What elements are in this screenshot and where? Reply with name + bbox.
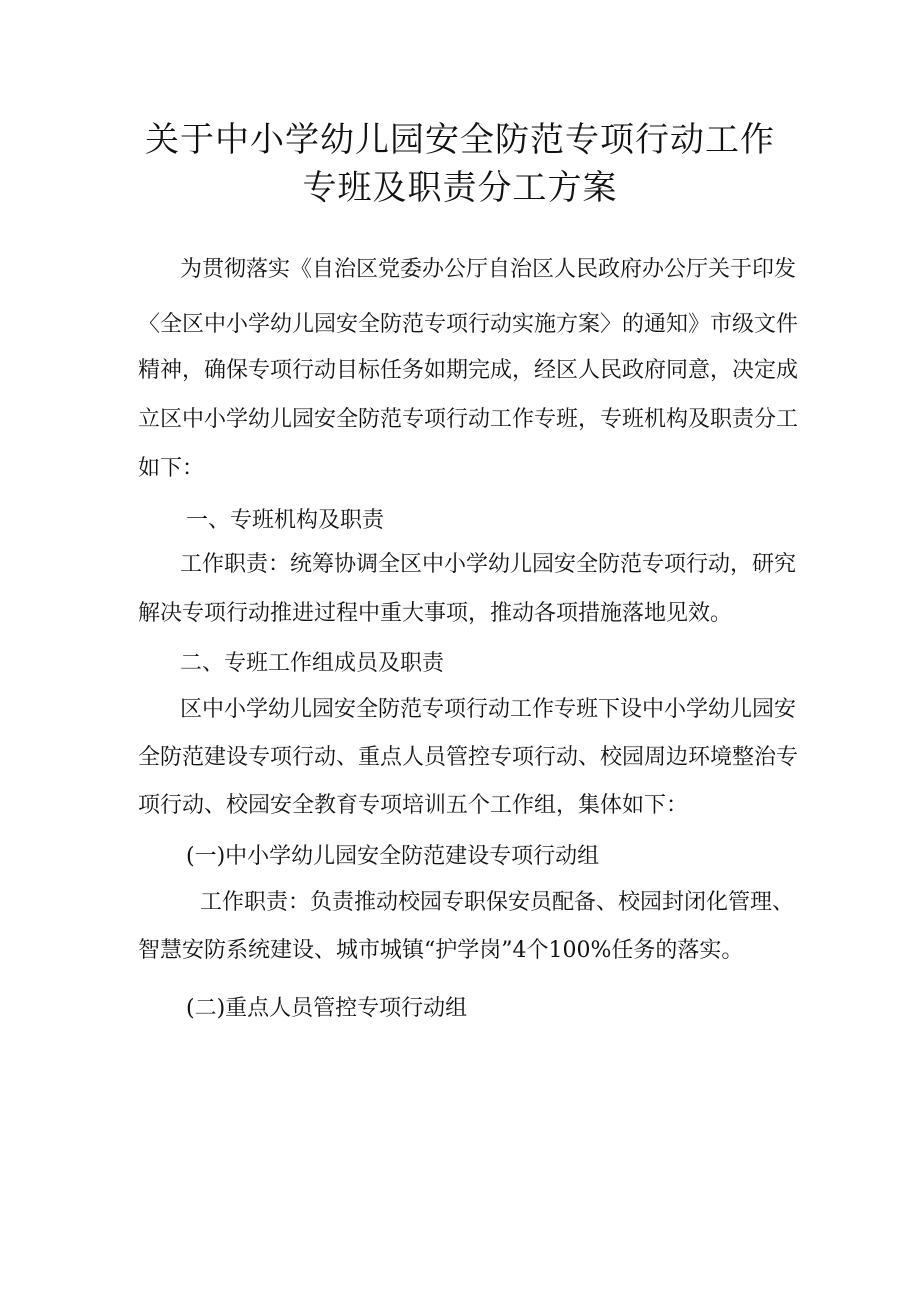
intro-line-1: 为贯彻落实《自治区党委办公厅自治区人民政府办公厅关于印发: [180, 257, 797, 282]
section-2-line-2: 全防范建设专项行动、重点人员管控专项行动、校园周边环境整治专: [138, 745, 799, 770]
section-2-line-1: 区中小学幼儿园安全防范专项行动工作专班下设中小学幼儿园安: [180, 697, 797, 722]
section-1-line-1: 工作职责：统筹协调全区中小学幼儿园安全防范专项行动，研究: [180, 552, 797, 577]
section-1-heading: 一、专班机构及职责: [186, 508, 385, 533]
group-1-line-2: 智慧安防系统建设、城市城镇“护学岗”4个100%任务的落实。: [138, 938, 744, 963]
document-title-line-1: 关于中小学幼儿园安全防范专项行动工作: [145, 120, 775, 160]
intro-line-5: 如下：: [138, 456, 205, 481]
group-1-line-1: 工作职责：负责推动校园专职保安员配备、校园封闭化管理、: [200, 890, 795, 915]
group-1-heading: (一)中小学幼儿园安全防范建设专项行动组: [186, 844, 600, 869]
group-2-heading: (二)重点人员管控专项行动组: [186, 996, 468, 1021]
intro-line-3: 精神，确保专项行动目标任务如期完成，经区人民政府同意，决定成: [138, 358, 799, 383]
section-1-line-2: 解决专项行动推进过程中重大事项，推动各项措施落地见效。: [138, 601, 733, 626]
intro-line-2: 〈全区中小学幼儿园安全防范专项行动实施方案〉的通知》市级文件: [138, 312, 799, 337]
section-2-line-3: 项行动、校园安全教育专项培训五个工作组，集体如下：: [138, 793, 689, 818]
document-title-line-2: 专班及职责分工方案: [302, 168, 618, 208]
section-2-heading: 二、专班工作组成员及职责: [180, 651, 445, 676]
intro-line-4: 立区中小学幼儿园安全防范专项行动工作专班，专班机构及职责分工: [138, 407, 799, 432]
